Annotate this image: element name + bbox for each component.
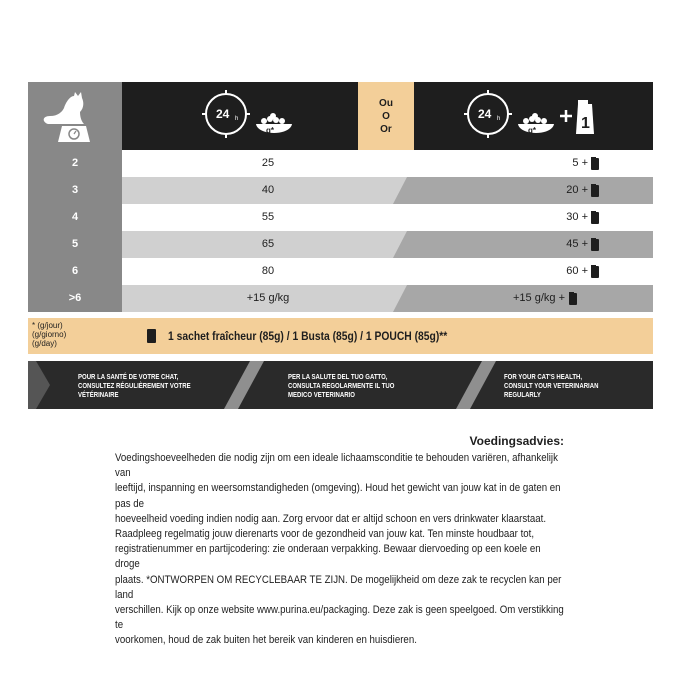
or-column [358, 82, 414, 150]
nutrition-line: leeftijd, inspanning en weersomstandigheden (omgeving). Houd het gewicht van jouw kat in de gaten en pas de [115, 482, 561, 510]
dry-food-24h-icon [198, 86, 328, 146]
cat-on-scale-cell [28, 82, 122, 150]
or-word-fr: Ou [379, 98, 393, 109]
nutrition-title: Voedingsadvies: [469, 434, 564, 448]
table-row [28, 285, 653, 312]
pouch-icon [591, 212, 599, 224]
with-pouch-amount: 20 + [566, 184, 588, 196]
dry-only-amount: 55 [261, 211, 275, 223]
svg-text:g*: g* [266, 126, 274, 135]
table-row [28, 231, 653, 258]
pouch-description: 1 sachet fraîcheur (85g) / 1 Busta (85g) / 1 POUCH (85g)** [168, 329, 448, 343]
cat-on-scale-icon [28, 82, 122, 150]
pouch-icon [147, 329, 156, 343]
pouch-amount-row [28, 318, 653, 354]
dry-only-amount: 25 [261, 157, 275, 169]
feeding-table-header [28, 82, 653, 150]
weight-label: 2 [28, 150, 122, 177]
with-pouch-amount: 60 + [566, 265, 588, 277]
table-row [28, 177, 653, 204]
weight-label: 4 [28, 204, 122, 231]
pouch-icon [569, 293, 577, 305]
svg-text:h: h [235, 116, 239, 122]
vet-advice-banner [28, 361, 653, 409]
svg-text:h: h [497, 116, 501, 122]
pouch-icon [591, 158, 599, 170]
weight-label: 5 [28, 231, 122, 258]
nutrition-line: registratienummer en partijcodering: zie onderaan verpakking. Bewaar diervoeding op een koele en droge [115, 543, 541, 571]
dry-plus-pouch-24h-icon [460, 86, 610, 146]
weight-label: >6 [28, 285, 122, 312]
dry-only-amount: +15 g/kg [246, 292, 290, 304]
advice-fr: POUR LA SANTÉ DE VOTRE CHAT, CONSULTEZ RÉGULIÈREMENT VOTRE VÉTÉRINAIRE [78, 374, 191, 399]
table-row [28, 150, 653, 177]
svg-text:g*: g* [528, 126, 536, 135]
nutrition-line: verschillen. Kijk op onze website www.purina.eu/packaging. Deze zak is geen speelgoed. Om verstikking te [115, 604, 564, 632]
table-row [28, 204, 653, 231]
pouch-icon [591, 239, 599, 251]
with-pouch-amount: 45 + [566, 238, 588, 250]
dry-only-amount: 65 [261, 238, 275, 250]
nutrition-line: Voedingshoeveelheden die nodig zijn om een ideale lichaamsconditie te behouden variëren, afhankelijk van [115, 452, 558, 480]
units-legend: * (g/jour) (g/giorno) (g/day) [32, 321, 67, 348]
weight-label: 6 [28, 258, 122, 285]
with-pouch-amount: +15 g/kg + [513, 292, 565, 304]
svg-text:24: 24 [478, 107, 492, 121]
dry-only-amount: 40 [261, 184, 275, 196]
svg-text:1: 1 [581, 115, 590, 132]
advice-en: FOR YOUR CAT'S HEALTH, CONSULT YOUR VETERINARIAN REGULARLY [504, 374, 599, 399]
svg-text:24: 24 [216, 107, 230, 121]
nutrition-line: voorkomen, houd de zak buiten het bereik van kinderen en huisdieren. [115, 634, 417, 647]
advice-it: PER LA SALUTE DEL TUO GATTO, CONSULTA REGOLARMENTE IL TUO MEDICO VETERINARIO [288, 374, 395, 399]
or-word-en: Or [380, 124, 392, 135]
nutrition-body [115, 451, 567, 649]
table-row [28, 258, 653, 285]
with-pouch-amount: 30 + [566, 211, 588, 223]
nutrition-line: Raadpleeg regelmatig jouw dierenarts voor de gezondheid van jouw kat. Ten minste houdbaar tot, [115, 528, 535, 541]
with-pouch-amount: 5 + [572, 157, 588, 169]
nutrition-line: plaats. *ONTWORPEN OM RECYCLEBAAR TE ZIJN. De mogelijkheid om deze zak te recyclen kan per land [115, 573, 562, 601]
nutrition-line: hoeveelheid voeding indien nodig aan. Zorg ervoor dat er altijd schoon en vers drinkwater klaarstaat. [115, 512, 547, 525]
weight-label: 3 [28, 177, 122, 204]
pouch-icon [591, 185, 599, 197]
pouch-icon [591, 266, 599, 278]
dry-only-amount: 80 [261, 265, 275, 277]
or-word-it: O [382, 111, 390, 122]
